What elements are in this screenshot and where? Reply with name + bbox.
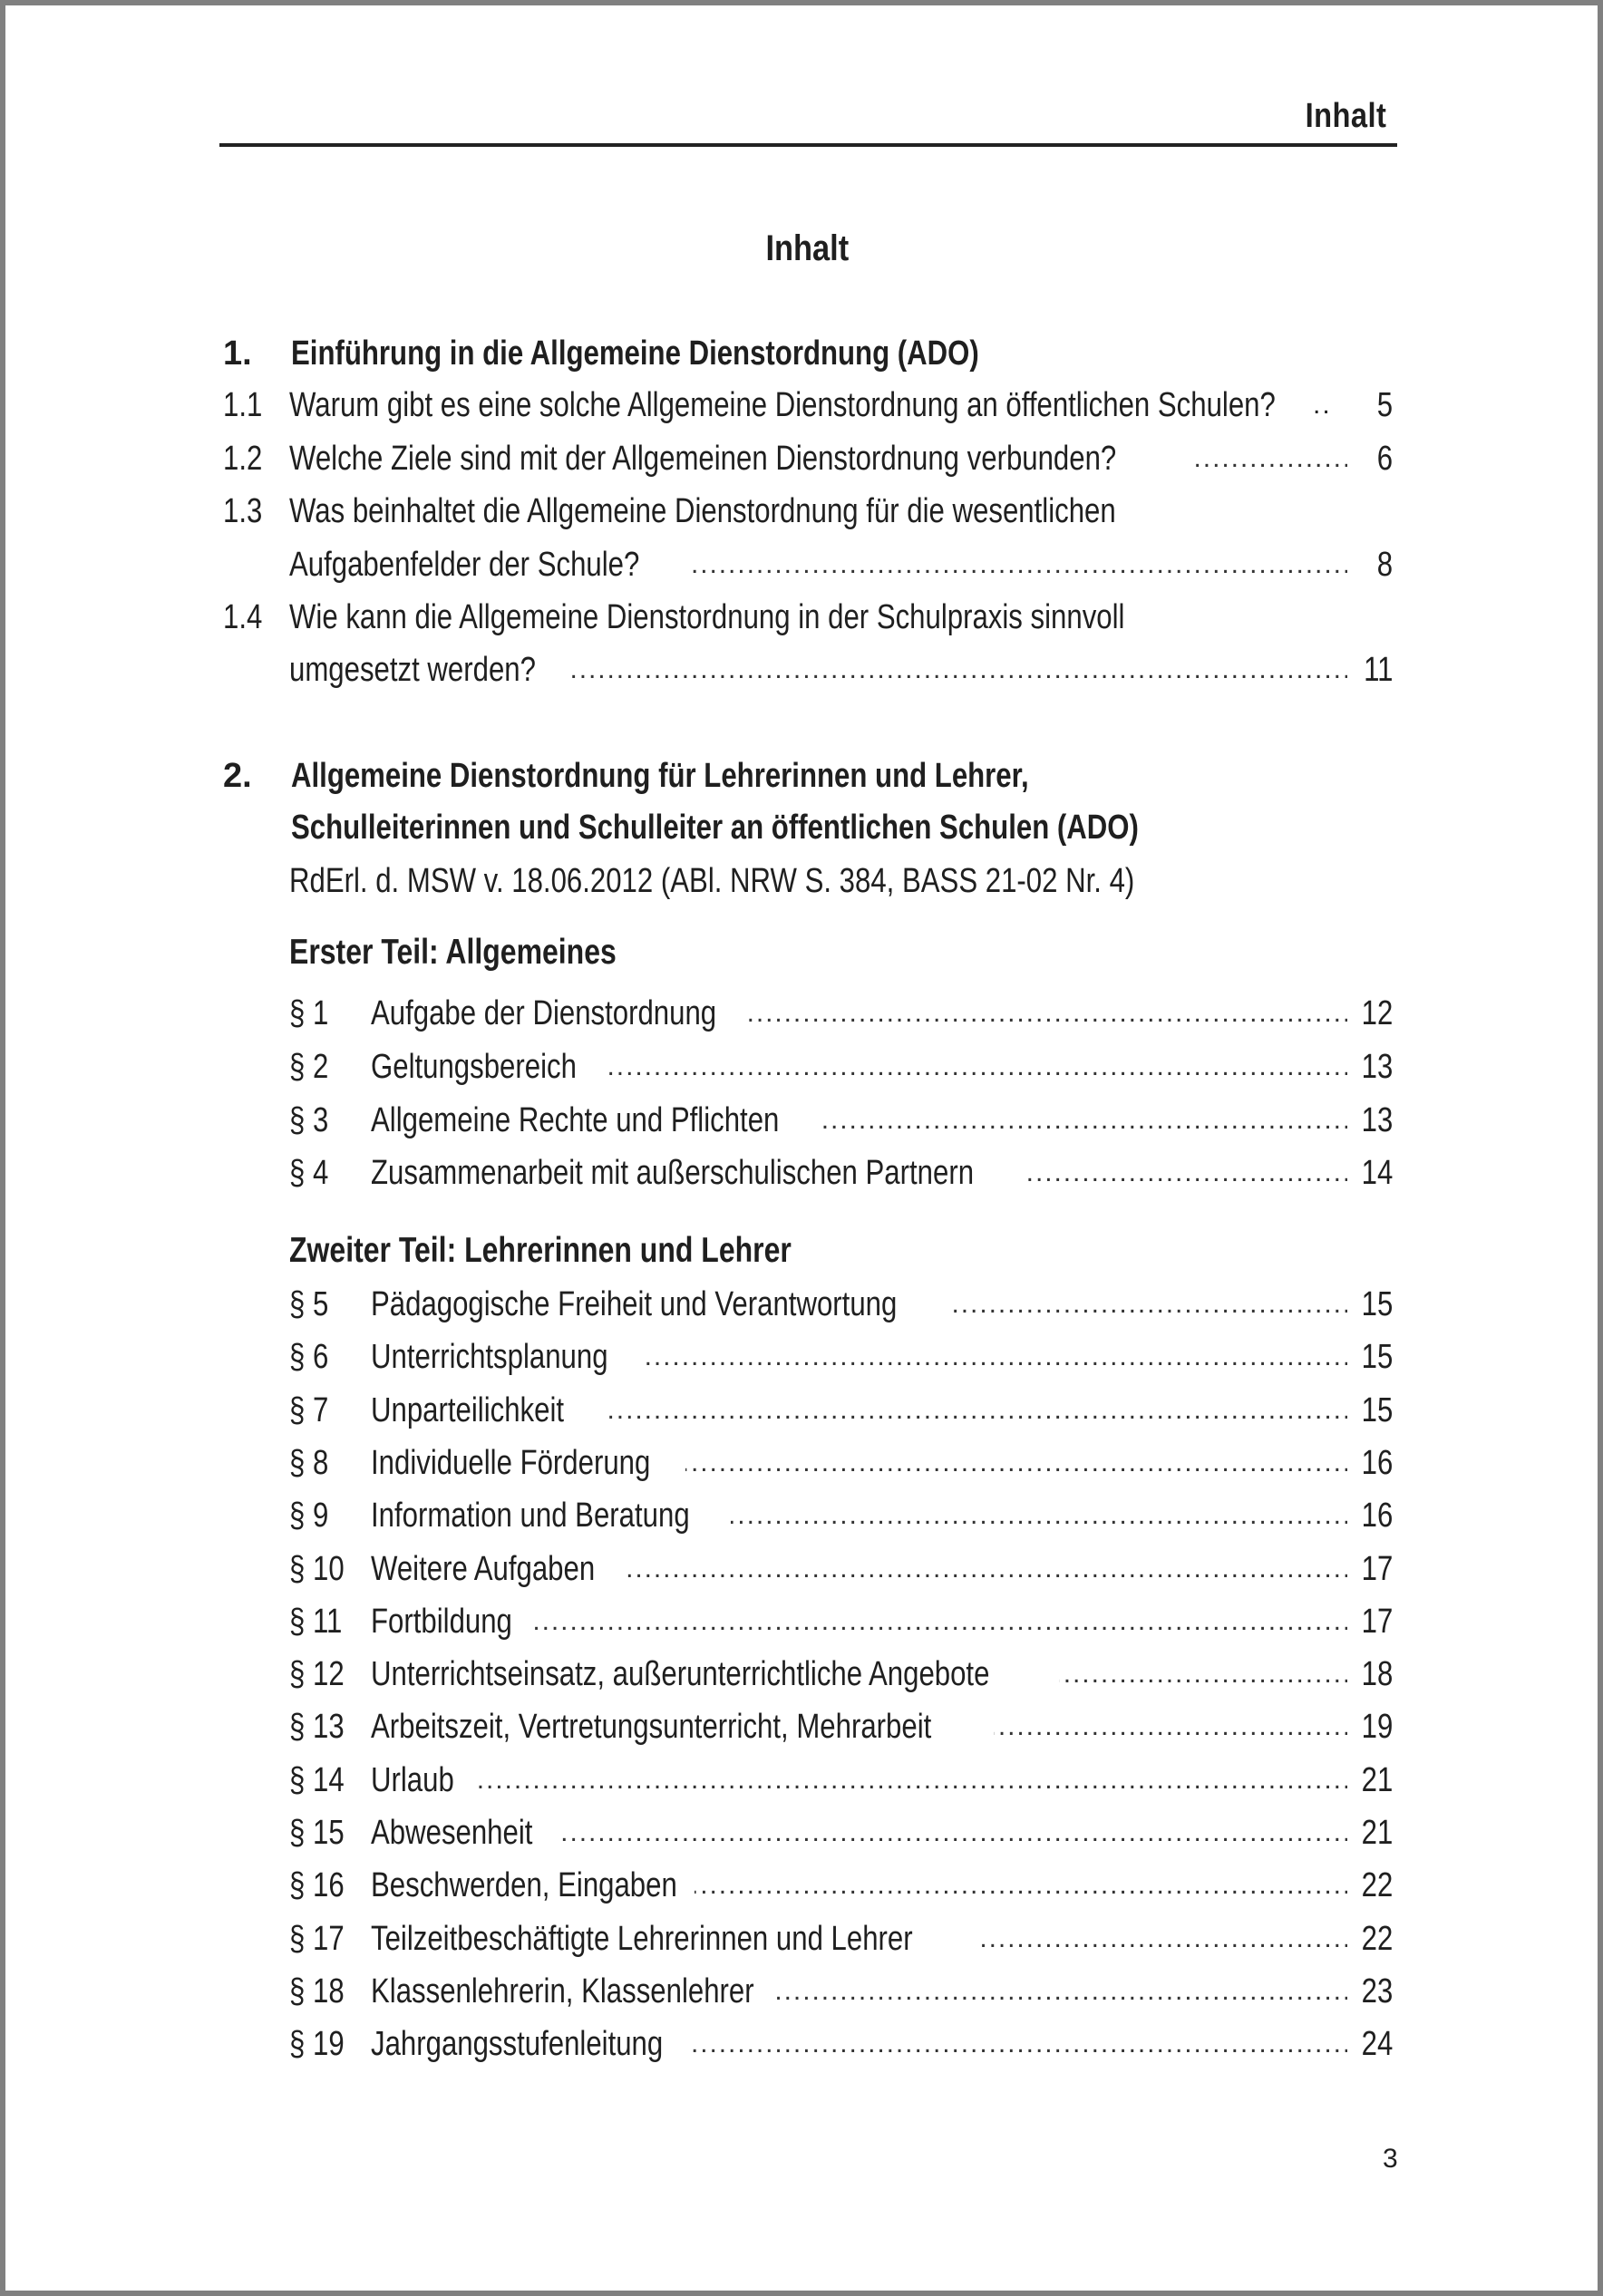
- toc-entry-paragraph[interactable]: [5, 1445, 1603, 1481]
- entry-title: Welche Ziele sind mit der Allgemeinen Dienstordnung verbunden?: [289, 441, 1117, 477]
- running-head: Inhalt: [1305, 97, 1386, 135]
- entry-number: § 10: [289, 1550, 345, 1588]
- toc-entry-paragraph[interactable]: [5, 1497, 1603, 1534]
- dot-leader: [604, 1392, 1347, 1429]
- part-title: Erster Teil: Allgemeines: [289, 933, 617, 972]
- part-heading-2: [289, 1233, 901, 1269]
- toc-entry-1-4[interactable]: [5, 599, 1603, 635]
- toc-entry-paragraph[interactable]: [5, 1392, 1603, 1429]
- dot-leader: [773, 1973, 1347, 2010]
- entry-page: 15: [1361, 1338, 1393, 1376]
- entry-number: § 4: [289, 1154, 329, 1192]
- entry-page: 19: [1361, 1708, 1393, 1746]
- entry-number: § 19: [289, 2025, 345, 2063]
- entry-page: 23: [1361, 1972, 1393, 2010]
- toc-entry-paragraph[interactable]: [5, 1102, 1603, 1138]
- toc-entry-paragraph[interactable]: [5, 1656, 1603, 1692]
- toc-entry-paragraph[interactable]: [5, 995, 1603, 1032]
- entry-number: § 15: [289, 1814, 345, 1852]
- toc-entry-paragraph[interactable]: [5, 1709, 1603, 1745]
- entry-title: Teilzeitbeschäftigte Lehrerinnen und Lehrer: [371, 1920, 913, 1958]
- dot-leader: [531, 1603, 1347, 1640]
- dot-leader: [1191, 441, 1347, 477]
- dot-leader: [568, 652, 1347, 688]
- toc-entry-paragraph[interactable]: [5, 1815, 1603, 1851]
- entry-page: 13: [1361, 1048, 1393, 1086]
- toc-entry-1-3[interactable]: [5, 493, 1603, 529]
- entry-title: Allgemeine Rechte und Pflichten: [371, 1101, 780, 1139]
- toc-entry-paragraph[interactable]: [5, 1603, 1603, 1640]
- entry-title: Wie kann die Allgemeine Dienstordnung in der Schulpraxis sinnvoll: [289, 599, 1125, 635]
- entry-title: Information und Beratung: [371, 1497, 690, 1535]
- dot-leader: [624, 1551, 1347, 1587]
- section-2-heading: [5, 758, 1603, 794]
- dot-leader: [557, 1815, 1347, 1851]
- dot-leader: [692, 2026, 1347, 2062]
- entry-page: 11: [1363, 651, 1393, 689]
- entry-page: 22: [1361, 1920, 1393, 1958]
- entry-number: § 2: [289, 1048, 329, 1086]
- entry-number: § 11: [289, 1603, 343, 1641]
- dot-leader: ..: [1313, 390, 1332, 420]
- entry-title: Individuelle Förderung: [371, 1444, 651, 1482]
- entry-title: Jahrgangsstufenleitung: [371, 2025, 664, 2063]
- entry-page: 15: [1361, 1285, 1393, 1323]
- entry-number: § 3: [289, 1101, 329, 1139]
- entry-title: Urlaub: [371, 1761, 454, 1799]
- dot-leader: [994, 1709, 1347, 1745]
- entry-number: 1.4: [223, 598, 263, 636]
- entry-title-cont: umgesetzt werden?: [289, 652, 536, 688]
- entry-page: 16: [1361, 1497, 1393, 1535]
- section-title-line-2: Schulleiterinnen und Schulleiter an öffentlichen Schulen (ADO): [291, 809, 1139, 847]
- dot-leader: [475, 1762, 1347, 1798]
- entry-number: § 17: [289, 1920, 345, 1958]
- entry-title: Beschwerden, Eingaben: [371, 1866, 677, 1904]
- entry-number: 1.1: [223, 386, 263, 424]
- dot-leader: [687, 547, 1347, 583]
- entry-title: Unparteilichkeit: [371, 1391, 565, 1429]
- entry-number: § 6: [289, 1338, 329, 1376]
- entry-page: 18: [1361, 1655, 1393, 1693]
- dot-leader: [1028, 1155, 1347, 1191]
- entry-number: § 9: [289, 1497, 329, 1535]
- entry-page: 6: [1376, 440, 1393, 478]
- entry-page: 16: [1361, 1444, 1393, 1482]
- citation-text: RdErl. d. MSW v. 18.06.2012 (ABl. NRW S. 384, BASS 21-02 Nr. 4): [289, 862, 1135, 900]
- dot-leader: [642, 1339, 1347, 1375]
- entry-title: Zusammenarbeit mit außerschulischen Partnern: [371, 1154, 975, 1192]
- entry-number: 1.2: [223, 440, 263, 478]
- section-number: 1.: [223, 334, 252, 373]
- toc-entry-paragraph[interactable]: [5, 1049, 1603, 1085]
- entry-page: 8: [1376, 546, 1393, 584]
- entry-page: 24: [1361, 2025, 1393, 2063]
- entry-number: § 12: [289, 1655, 345, 1693]
- entry-title: Fortbildung: [371, 1603, 512, 1641]
- entry-title: Geltungsbereich: [371, 1048, 577, 1086]
- page-number: 3: [1383, 2144, 1398, 2174]
- toc-entry-paragraph[interactable]: [5, 1551, 1603, 1587]
- section-2-heading-cont: [5, 809, 1603, 846]
- toc-entry-paragraph[interactable]: [5, 1339, 1603, 1375]
- entry-number: § 8: [289, 1444, 329, 1482]
- entry-page: 14: [1361, 1154, 1393, 1192]
- header-rule: [219, 143, 1397, 147]
- entry-number: § 1: [289, 994, 329, 1032]
- entry-title: Was beinhaltet die Allgemeine Dienstordnung für die wesentlichen: [289, 493, 1116, 529]
- entry-page: 21: [1361, 1814, 1393, 1852]
- entry-number: § 14: [289, 1761, 345, 1799]
- toc-entry-paragraph[interactable]: [5, 1867, 1603, 1904]
- section-title-line-1: Allgemeine Dienstordnung für Lehrerinnen und Lehrer,: [291, 757, 1029, 795]
- dot-leader: [747, 995, 1347, 1032]
- toc-entry-1-1[interactable]: [5, 387, 1603, 423]
- entry-page: 13: [1361, 1101, 1393, 1139]
- section-1-heading: [5, 335, 1603, 372]
- entry-page: 5: [1376, 386, 1393, 424]
- section-number: 2.: [223, 757, 252, 795]
- toc-title-text: Inhalt: [765, 228, 849, 268]
- toc-entry-paragraph[interactable]: [5, 2026, 1603, 2062]
- part-heading-1: [289, 935, 688, 971]
- entry-page: 12: [1361, 994, 1393, 1032]
- dot-leader: [731, 1497, 1347, 1534]
- toc-entry-paragraph[interactable]: [5, 1973, 1603, 2010]
- entry-title: Unterrichtseinsatz, außerunterrichtliche Angebote: [371, 1655, 990, 1693]
- entry-number: § 5: [289, 1285, 329, 1323]
- entry-title: Abwesenheit: [371, 1814, 533, 1852]
- legal-citation: [289, 863, 1320, 899]
- dot-leader: [820, 1102, 1347, 1138]
- section-title: Einführung in die Allgemeine Dienstordnung (ADO): [291, 334, 979, 373]
- toc-title: [5, 227, 1603, 270]
- entry-page: 17: [1361, 1550, 1393, 1588]
- dot-leader: [685, 1445, 1347, 1481]
- toc-entry-paragraph[interactable]: [5, 1762, 1603, 1798]
- entry-number: § 18: [289, 1972, 345, 2010]
- entry-number: § 7: [289, 1391, 329, 1429]
- dot-leader: [608, 1049, 1347, 1085]
- entry-number: § 13: [289, 1708, 345, 1746]
- dot-leader: [953, 1286, 1347, 1322]
- entry-page: 22: [1361, 1866, 1393, 1904]
- entry-title: Warum gibt es eine solche Allgemeine Dienstordnung an öffentlichen Schulen?: [289, 387, 1276, 423]
- entry-page: 15: [1361, 1391, 1393, 1429]
- entry-number: § 16: [289, 1866, 345, 1904]
- toc-entry-paragraph[interactable]: [5, 1921, 1603, 1957]
- dot-leader: [1059, 1656, 1347, 1692]
- entry-title: Arbeitszeit, Vertretungsunterricht, Mehrarbeit: [371, 1708, 932, 1746]
- entry-title-cont: Aufgabenfelder der Schule?: [289, 547, 640, 583]
- dot-leader: [695, 1867, 1347, 1904]
- entry-title: Weitere Aufgaben: [371, 1550, 596, 1588]
- dot-leader: [976, 1921, 1347, 1957]
- entry-title: Pädagogische Freiheit und Verantwortung: [371, 1285, 898, 1323]
- toc-entry-paragraph[interactable]: [5, 1286, 1603, 1322]
- entry-page: 21: [1361, 1761, 1393, 1799]
- part-title: Zweiter Teil: Lehrerinnen und Lehrer: [289, 1231, 792, 1270]
- toc-entry-paragraph[interactable]: [5, 1155, 1603, 1191]
- entry-number: 1.3: [223, 492, 263, 530]
- entry-page: 17: [1361, 1603, 1393, 1641]
- entry-title: Unterrichtsplanung: [371, 1338, 608, 1376]
- entry-title: Klassenlehrerin, Klassenlehrer: [371, 1972, 754, 2010]
- entry-title: Aufgabe der Dienstordnung: [371, 994, 717, 1032]
- toc-entry-1-2[interactable]: [5, 441, 1603, 477]
